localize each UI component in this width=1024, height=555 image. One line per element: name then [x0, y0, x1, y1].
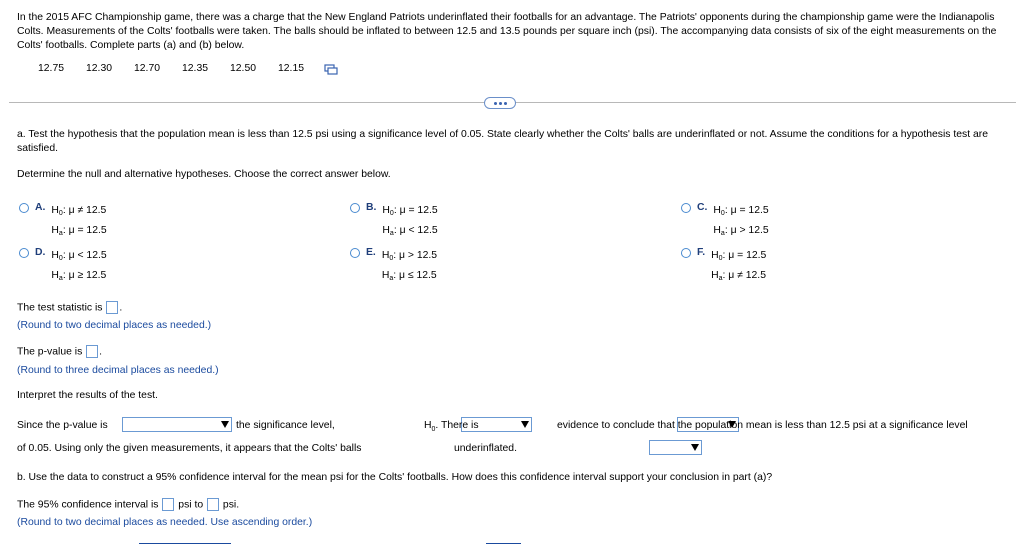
measurement-value: 12.75	[38, 63, 65, 74]
pvalue-rounding: (Round to three decimal places as needed.)	[17, 365, 219, 376]
chevron-down-icon	[520, 419, 530, 430]
interpret-heading: Interpret the results of the test.	[17, 390, 158, 401]
pvalue-input[interactable]	[86, 345, 98, 358]
balls-are-select[interactable]	[649, 440, 702, 455]
option-c[interactable]: C. $H_0$: μ = 12.5 $H_a$: μ > 12.5	[681, 202, 769, 242]
measurement-value: 12.15	[278, 63, 305, 74]
chevron-down-icon	[690, 442, 700, 453]
test-statistic-line: The test statistic is .	[17, 302, 123, 314]
underinflated-text: underinflated.	[454, 443, 517, 454]
measurement-value: 12.50	[230, 63, 257, 74]
option-letter: B.	[366, 202, 377, 213]
ci-rounding: (Round to two decimal places as needed. Use ascending order.)	[17, 517, 313, 528]
confidence-interval-line: The 95% confidence interval is psi to psi.	[17, 499, 240, 511]
since-pvalue-text: Since the p-value is	[17, 420, 108, 431]
option-letter: E.	[366, 247, 376, 258]
test-statistic-input[interactable]	[106, 301, 118, 314]
radio-option-b[interactable]	[350, 203, 360, 213]
hypotheses-instruction: Determine the null and alternative hypotheses. Choose the correct answer below.	[17, 169, 391, 180]
option-letter: F.	[697, 247, 706, 258]
chevron-down-icon	[220, 419, 230, 430]
there-is-text: $H_0$. There is	[424, 420, 479, 434]
pvalue-comparison-select[interactable]	[122, 417, 232, 432]
option-b[interactable]: B. $H_0$: μ = 12.5 $H_a$: μ < 12.5	[350, 202, 438, 242]
ci-lower-input[interactable]	[162, 498, 174, 511]
option-letter: A.	[35, 202, 46, 213]
radio-option-d[interactable]	[19, 248, 29, 258]
pvalue-line: The p-value is .	[17, 346, 103, 358]
partial-select-top[interactable]	[139, 543, 231, 544]
part-b-question: b. Use the data to construct a 95% confidence interval for the mean psi for the Colts' footballs. How does this confidence interval support your conclusion in part (a)?	[17, 472, 773, 483]
radio-option-e[interactable]	[350, 248, 360, 258]
measurements-row	[38, 63, 328, 77]
partial-select-top[interactable]	[486, 543, 521, 544]
radio-option-c[interactable]	[681, 203, 691, 213]
option-letter: C.	[697, 202, 708, 213]
expand-more-button[interactable]	[484, 97, 516, 109]
option-f[interactable]: F. $H_0$: μ = 12.5 $H_a$: μ ≠ 12.5	[681, 247, 766, 287]
evidence-text: evidence to conclude that the population mean is less than 12.5 psi at a significance level	[557, 420, 968, 431]
radio-option-a[interactable]	[19, 203, 29, 213]
option-a[interactable]: A. $H_0$: μ ≠ 12.5 $H_a$: μ = 12.5	[19, 202, 107, 242]
copy-data-icon[interactable]	[324, 64, 338, 76]
significance-level-text: the significance level,	[236, 420, 335, 431]
measurement-value: 12.30	[86, 63, 113, 74]
problem-intro: In the 2015 AFC Championship game, there was a charge that the New England Patriots underinflated their footballs for an advantage. The Patriots' opponents during the championship game were the Indianapolis Colts. Measurements of the Colts' footballs were taken. The balls should be inflated to between 12.5 and 13.5 pounds per square inch (psi). The accompanying data consists of six of the eight measurements on the Colts' footballs. Complete parts (a) and (b) below.	[17, 12, 997, 51]
measurement-value: 12.35	[182, 63, 209, 74]
option-letter: D.	[35, 247, 46, 258]
part-a-question: a. Test the hypothesis that the population mean is less than 12.5 psi using a significance level of 0.05. State clearly whether the Colts' balls are underinflated or not. Assume the conditions for a hypothesis test are satisfied.	[17, 129, 989, 154]
test-statistic-rounding: (Round to two decimal places as needed.)	[17, 320, 212, 331]
option-d[interactable]: D. $H_0$: μ < 12.5 $H_a$: μ ≥ 12.5	[19, 247, 107, 287]
measurement-value: 12.70	[134, 63, 161, 74]
option-e[interactable]: E. $H_0$: μ > 12.5 $H_a$: μ ≤ 12.5	[350, 247, 437, 287]
radio-option-f[interactable]	[681, 248, 691, 258]
ci-upper-input[interactable]	[207, 498, 219, 511]
conclusion-text: of 0.05. Using only the given measurements, it appears that the Colts' balls	[17, 443, 362, 454]
